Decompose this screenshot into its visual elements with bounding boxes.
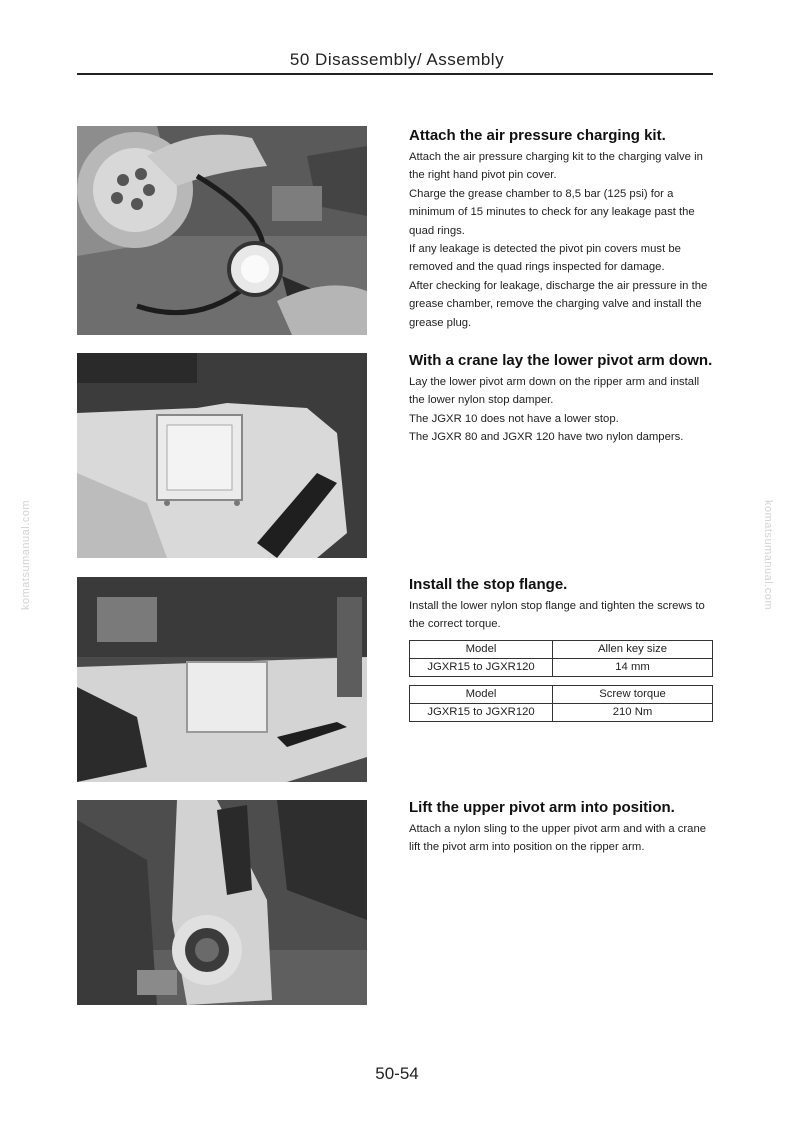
paragraph: Charge the grease chamber to 8,5 bar (125 psi) for a minimum of 15 minutes to check for any leakage past the quad rings. [409,187,695,237]
photo-upper-pivot-arm [77,800,367,1005]
watermark-right: komatsumanual.com [762,500,774,610]
table-header-cell: Screw torque [553,685,713,703]
section-title: With a crane lay the lower pivot arm down. [409,352,713,369]
paragraph: The JGXR 80 and JGXR 120 have two nylon dampers. [409,431,684,444]
table-header-cell: Model [410,685,553,703]
table-header-row [410,685,713,703]
section-title: Lift the upper pivot arm into position. [409,799,675,816]
section-upper-pivot-arm [409,798,714,857]
page-number: 50-54 [375,1064,419,1083]
section-stop-flange [409,575,714,722]
photo-lower-pivot-arm [77,353,367,558]
section-title: Attach the air pressure charging kit. [409,127,666,144]
table-header-cell: Model [410,640,553,658]
photo-stop-flange [77,577,367,782]
section-air-charging-kit [409,126,714,332]
section-title: Install the stop flange. [409,576,568,593]
photo-air-charging-kit [77,126,367,335]
paragraph: Attach a nylon sling to the upper pivot arm and with a crane lift the pivot arm into position on the ripper arm. [409,823,707,854]
paragraph: Attach the air pressure charging kit to the charging valve in the right hand pivot pin cover. [409,151,703,182]
table-cell: JGXR15 to JGXR120 [410,703,553,721]
table-header-row [410,640,713,658]
header-divider [77,73,713,75]
page-header-title: 50 Disassembly/ Assembly [289,50,505,69]
paragraph: If any leakage is detected the pivot pin covers must be removed and the quad rings inspected for damage. [409,243,681,274]
table-header-cell: Allen key size [553,640,713,658]
table-row [410,658,713,676]
allen-key-table [409,640,713,677]
table-cell: 14 mm [553,658,713,676]
section-lower-pivot-arm [409,351,714,447]
paragraph: After checking for leakage, discharge the air pressure in the grease chamber, remove the charging valve and install the grease plug. [409,279,708,329]
paragraph: Lay the lower pivot arm down on the ripper arm and install the lower nylon stop damper. [409,376,700,407]
paragraph: Install the lower nylon stop flange and tighten the screws to the correct torque. [409,600,705,631]
paragraph: The JGXR 10 does not have a lower stop. [409,412,619,425]
table-cell: 210 Nm [553,703,713,721]
table-cell: JGXR15 to JGXR120 [410,658,553,676]
watermark-left: komatsumanual.com [20,500,32,610]
screw-torque-table [409,685,713,722]
table-row [410,703,713,721]
